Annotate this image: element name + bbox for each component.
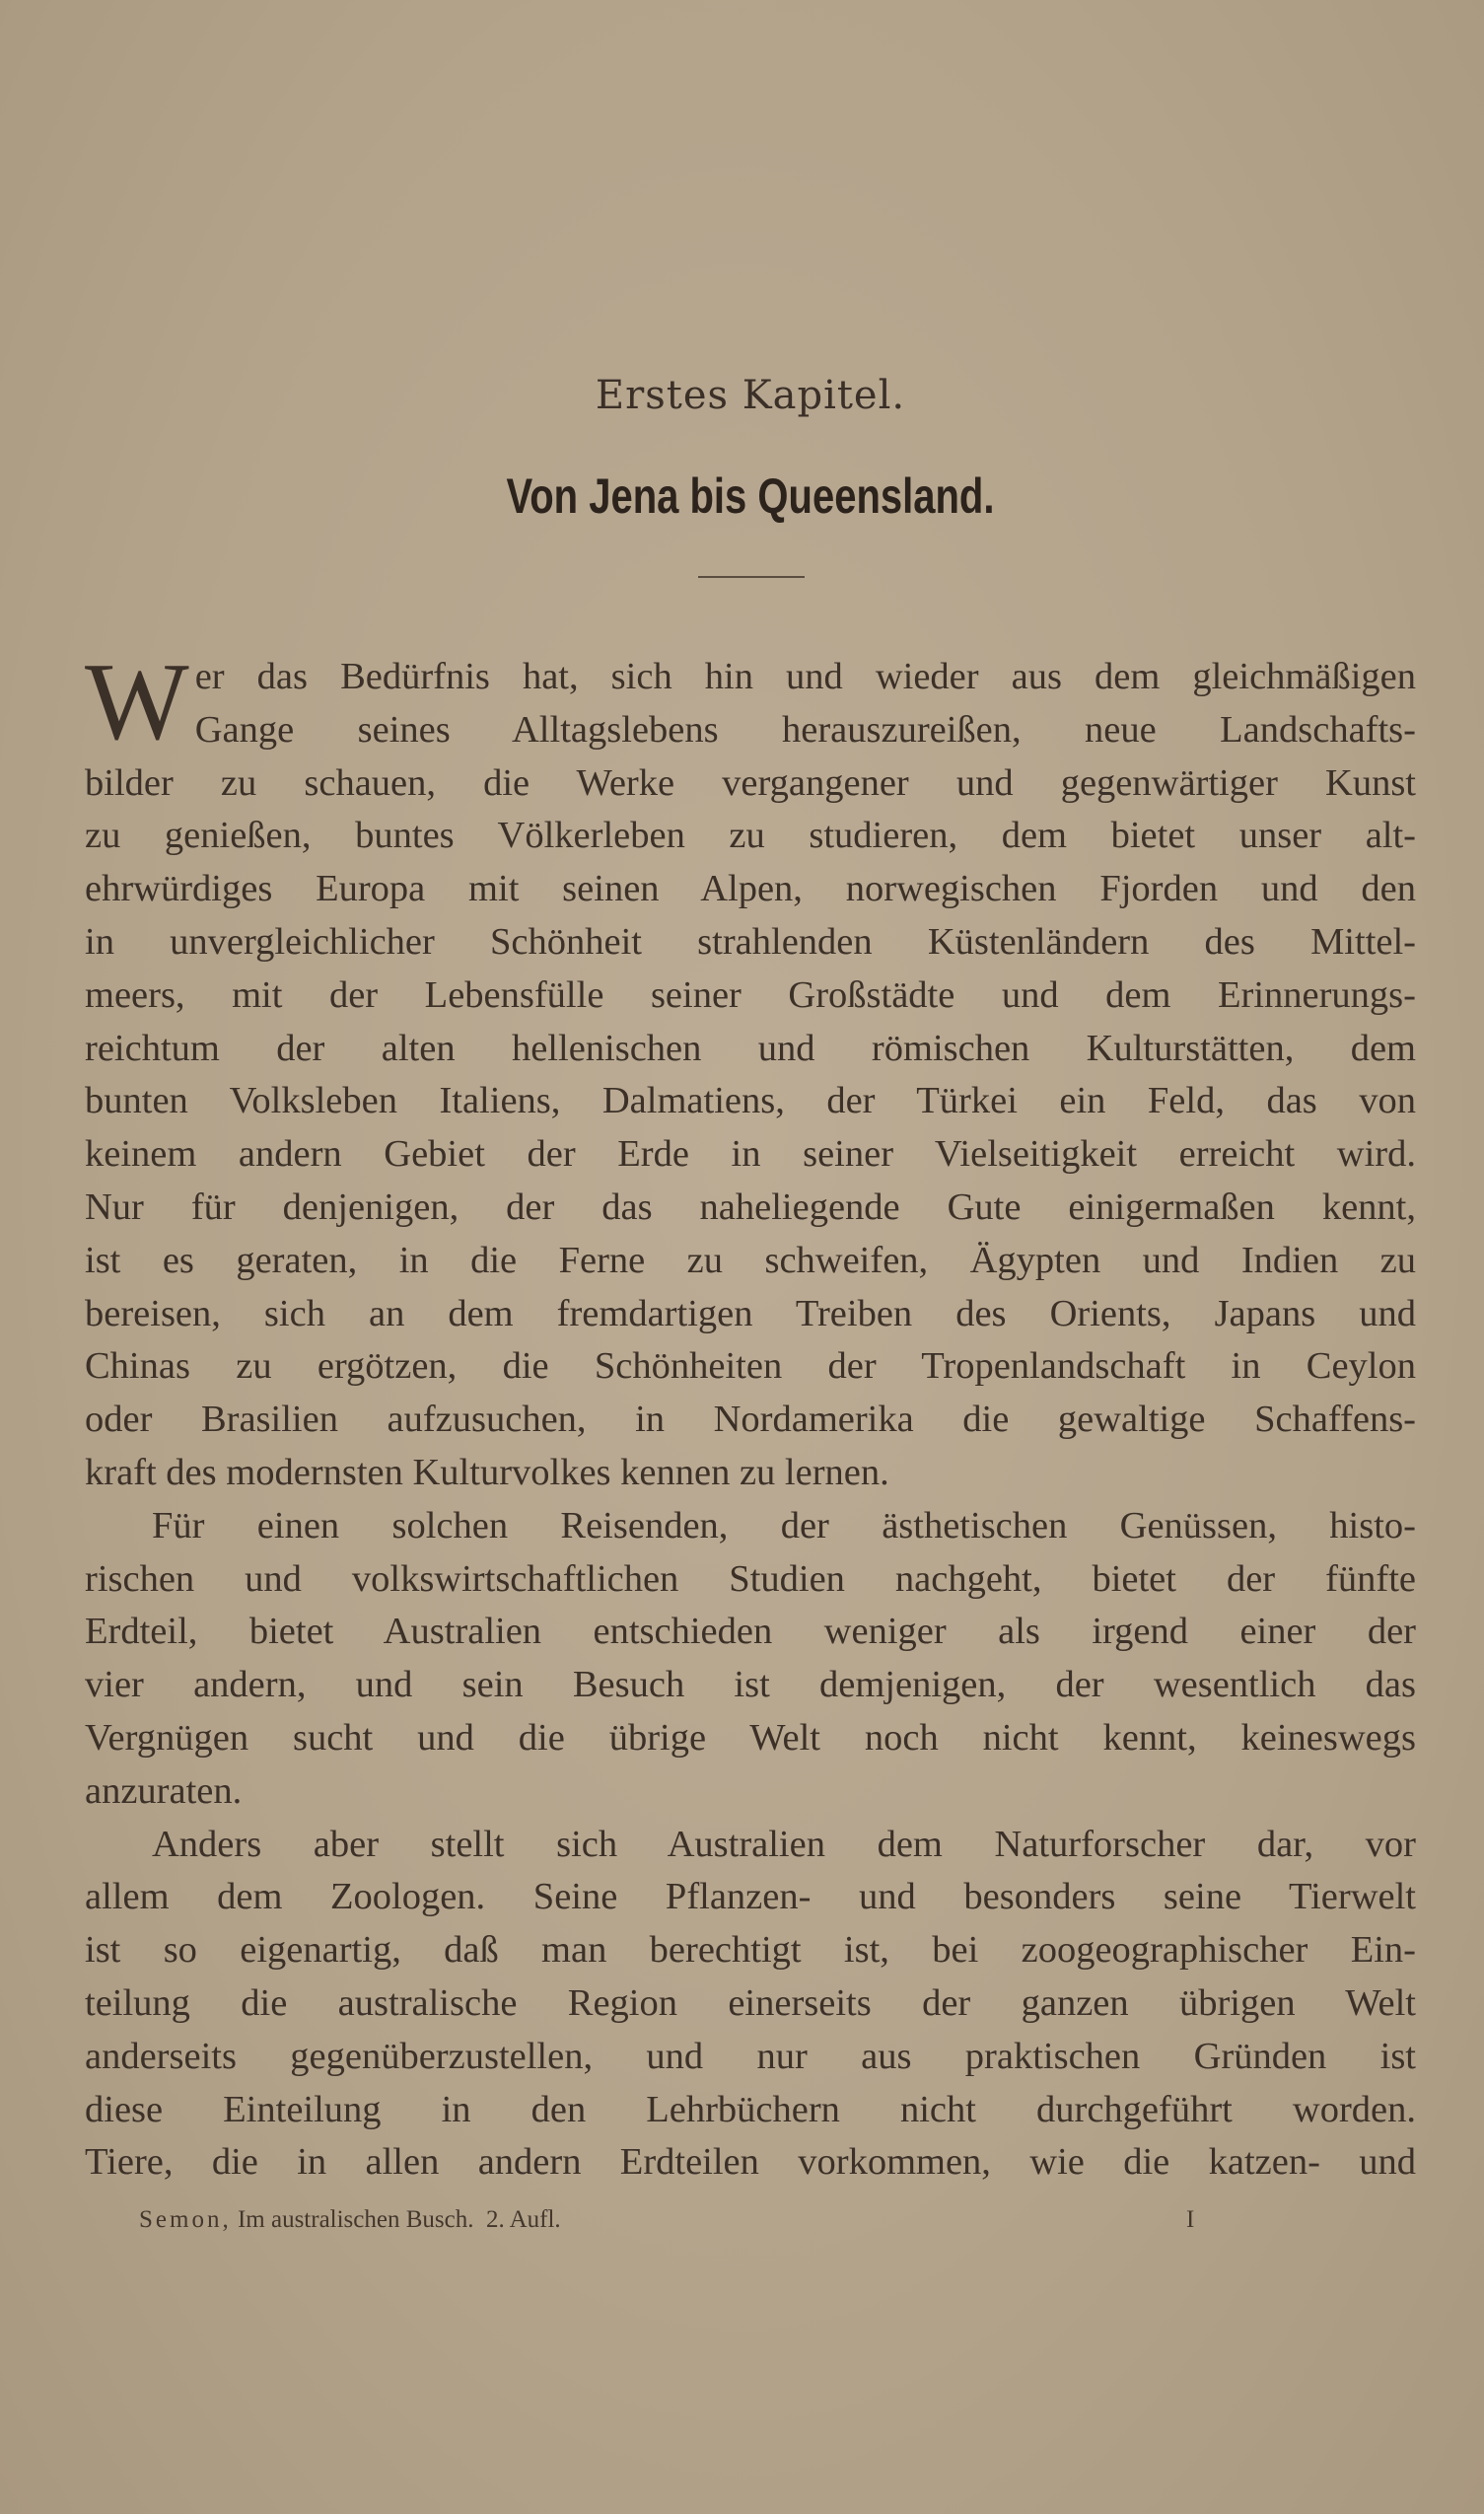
text-line: er das Bedürfnis hat, sich hin und wieder aus dem gleichmäßigen xyxy=(194,656,1416,697)
text-line: reichtum der alten hellenischen und römischen Kulturstätten, dem xyxy=(85,1027,1416,1069)
text-line: allem dem Zoologen. Seine Pflanzen- und besonders seine Tierwelt xyxy=(85,1876,1416,1918)
text-line: anderseits gegenüberzustellen, und nur aus praktischen Gründen ist xyxy=(85,2035,1416,2077)
book-page xyxy=(85,0,1416,2514)
chapter-label: Erstes Kapitel. xyxy=(595,373,906,418)
text-line: Chinas zu ergötzen, die Schönheiten der Tropenlandschaft in Ceylon xyxy=(85,1345,1416,1388)
text-line: rischen und volkswirtschaftlichen Studien nachgeht, bietet der fünfte xyxy=(85,1557,1416,1600)
text-line: ist so eigenartig, daß man berechtigt ist, bei zoogeographischer Ein- xyxy=(85,1929,1416,1972)
footer-author: Semon, xyxy=(139,2206,232,2233)
text-line: Vergnügen sucht und die übrige Welt noch nicht kennt, keineswegs xyxy=(85,1716,1416,1759)
text-line: meers, mit der Lebensfülle seiner Großstädte und dem Erinnerungs- xyxy=(85,973,1416,1016)
text-line: ist es geraten, in die Ferne zu schweifen, Ägypten und Indien zu xyxy=(85,1239,1416,1281)
text-line: Tiere, die in allen andern Erdteilen vorkommen, wie die katzen- und xyxy=(85,2141,1416,2184)
text-line: Gange seines Alltagslebens herauszureißen, neue Landschafts- xyxy=(194,708,1416,751)
text-line: bereisen, sich an dem fremdartigen Treiben des Orients, Japans und xyxy=(85,1292,1416,1334)
text-line: ehrwürdiges Europa mit seinen Alpen, norwegischen Fjorden und den xyxy=(85,868,1416,910)
body-text xyxy=(85,641,1416,2190)
footer-edition: 2. Aufl. xyxy=(485,2206,561,2233)
footer-citation xyxy=(139,2206,561,2234)
text-line: teilung die australische Region einerseits der ganzen übrigen Welt xyxy=(85,1981,1416,2024)
text-line: Erdteil, bietet Australien entschieden weniger als irgend einer der xyxy=(85,1611,1416,1653)
title-divider xyxy=(698,576,805,578)
text-line: Anders aber stellt sich Australien dem Naturforscher dar, vor xyxy=(152,1823,1416,1865)
text-line: zu genießen, buntes Völkerleben zu studieren, dem bietet unser alt- xyxy=(85,815,1416,857)
text-line: bilder zu schauen, die Werke vergangener und gegenwärtiger Kunst xyxy=(85,761,1416,804)
footer-book-title: Im australischen Busch. xyxy=(237,2206,474,2233)
footer-signature: I xyxy=(1186,2206,1195,2233)
text-line: oder Brasilien aufzusuchen, in Nordamerika die gewaltige Schaffens- xyxy=(85,1399,1416,1441)
text-line: keinem andern Gebiet der Erde in seiner Vielseitigkeit erreicht wird. xyxy=(85,1133,1416,1176)
text-line: anzuraten. xyxy=(85,1769,243,1812)
text-line: in unvergleichlicher Schönheit strahlenden Küstenländern des Mittel- xyxy=(85,920,1416,963)
paragraph-1 xyxy=(85,641,1416,1500)
text-line: kraft des modernsten Kulturvolkes kennen zu lernen. xyxy=(85,1451,889,1493)
text-line: Für einen solchen Reisenden, der ästhetischen Genüssen, histo- xyxy=(152,1504,1416,1546)
chapter-title: Von Jena bis Queensland. xyxy=(506,468,995,524)
text-line: diese Einteilung in den Lehrbüchern nicht durchgeführt worden. xyxy=(85,2088,1416,2130)
text-line: vier andern, und sein Besuch ist demjenigen, der wesentlich das xyxy=(85,1664,1416,1706)
paragraph-3 xyxy=(85,1819,1416,2191)
paragraph-2 xyxy=(85,1500,1416,1819)
drop-cap: W xyxy=(85,641,189,763)
text-line: bunten Volksleben Italiens, Dalmatiens, der Türkei ein Feld, das von xyxy=(85,1080,1416,1122)
text-line: Nur für denjenigen, der das naheliegende Gute einigermaßen kennt, xyxy=(85,1185,1416,1228)
